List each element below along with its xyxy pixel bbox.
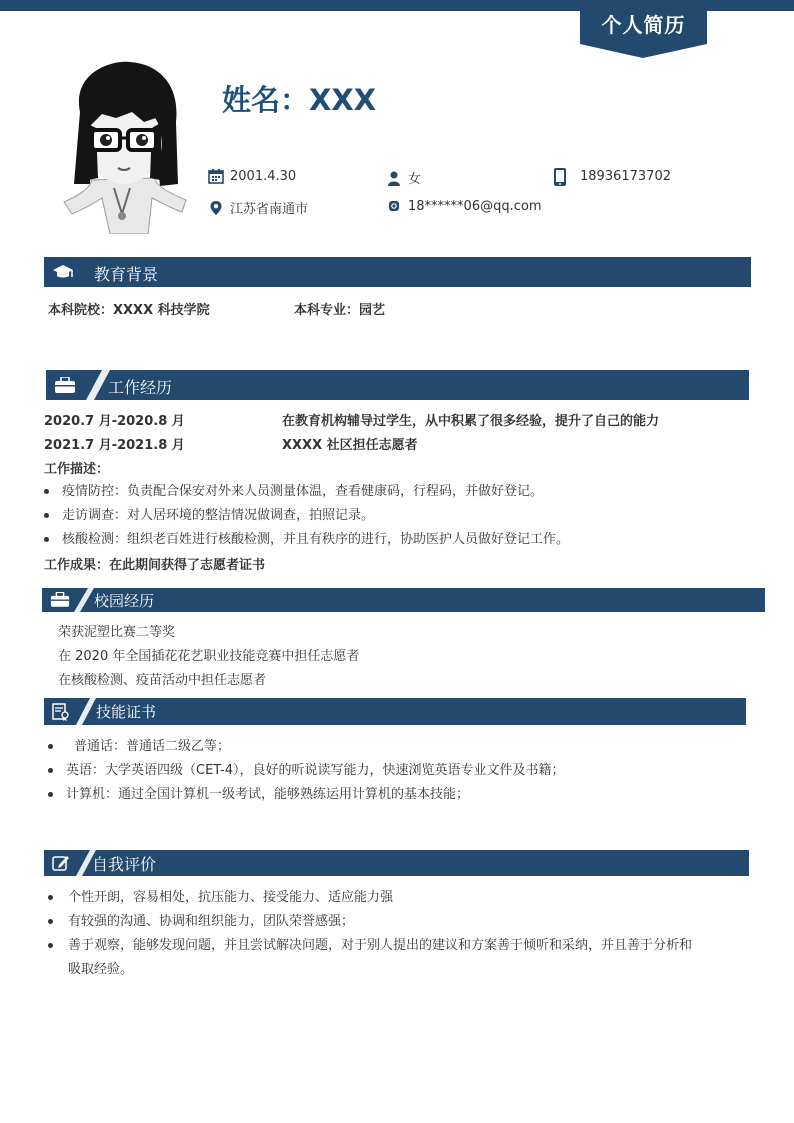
campus-item-2: 在 2020 年全国插花花艺职业技能竞赛中担任志愿者 (58, 649, 360, 664)
mobile-phone-icon (552, 168, 568, 184)
person-icon (386, 170, 402, 186)
self-item-3: 善于观察，能够发现问题，并且尝试解决问题，对于别人提出的建议和方案善于倾听和采纳，并且善于分析和 (68, 938, 693, 953)
birth-date: 2001.4.30 (230, 168, 297, 184)
email-value: 18******06@qq.com (408, 198, 542, 214)
calendar-icon (208, 168, 224, 184)
location-value: 江苏省南通市 (230, 202, 309, 217)
work-desc-2: XXXX 社区担任志愿者 (282, 438, 418, 453)
section-title: 校园经历 (94, 592, 155, 610)
skill-item-2: 英语：大学英语四级（CET-4），良好的听说读写能力，快速浏览英语专业文件及书籍； (66, 763, 565, 778)
skill-item-1: 普通话：普通话二级乙等； (74, 739, 231, 754)
work-date-1: 2020.7 月-2020.8 月 (44, 414, 185, 429)
bullet (48, 943, 53, 948)
section-campus (42, 588, 765, 612)
major-name: 本科专业：园艺 (294, 303, 386, 318)
bullet (48, 768, 53, 773)
work-desc-label: 工作描述： (44, 462, 110, 477)
bullet (48, 895, 53, 900)
school-name: 本科院校：XXXX 科技学院 (48, 303, 210, 318)
bullet (48, 792, 53, 797)
work-date-2: 2021.7 月-2021.8 月 (44, 438, 185, 453)
work-result: 工作成果：在此期间获得了志愿者证书 (44, 558, 266, 573)
section-title: 工作经历 (108, 378, 173, 397)
edit-pencil-icon (52, 854, 70, 876)
candidate-name: 姓名：XXX (222, 83, 377, 117)
resume-title: 个人简历 (601, 13, 686, 37)
bullet (44, 513, 49, 518)
briefcase-icon (50, 592, 70, 611)
skill-item-3: 计算机：通过全国计算机一级考试，能够熟练运用计算机的基本技能； (66, 787, 470, 802)
section-education (44, 257, 751, 287)
self-item-3-continued: 吸取经验。 (68, 962, 134, 977)
section-title: 技能证书 (96, 703, 157, 721)
phone-info (552, 168, 671, 184)
work-item-1: 疫情防控：负责配合保安对外来人员测量体温，查看健康码，行程码，并做好登记。 (62, 484, 544, 499)
section-skills (44, 698, 746, 725)
profile-avatar (52, 52, 196, 234)
section-self-evaluation (44, 850, 749, 876)
campus-item-1: 荣获泥塑比赛二等奖 (58, 625, 176, 640)
work-desc-1: 在教育机构辅导过学生，从中积累了很多经验，提升了自己的能力 (282, 414, 660, 429)
gender-info (386, 168, 421, 187)
bullet (48, 744, 53, 749)
self-item-2: 有较强的沟通、协调和组织能力，团队荣誉感强； (68, 914, 355, 929)
section-title: 自我评价 (92, 855, 157, 874)
email-icon (386, 198, 402, 214)
campus-item-3: 在核酸检测、疫苗活动中担任志愿者 (58, 673, 267, 688)
phone-number: 18936173702 (580, 168, 671, 184)
graduation-cap-icon (52, 263, 74, 285)
work-item-3: 核酸检测：组织老百姓进行核酸检测，并且有秩序的进行，协助医护人员做好登记工作。 (62, 532, 570, 547)
bullet (48, 919, 53, 924)
certificate-icon (52, 703, 70, 725)
section-work (46, 370, 749, 400)
location-info (208, 198, 308, 217)
briefcase-icon (54, 377, 76, 397)
work-item-2: 走访调查：对人居环境的整洁情况做调查，拍照记录。 (62, 508, 375, 523)
bullet (44, 489, 49, 494)
section-title: 教育背景 (94, 265, 159, 284)
bullet (44, 537, 49, 542)
gender-value: 女 (408, 172, 422, 187)
self-item-1: 个性开朗，容易相处，抗压能力、接受能力、适应能力强 (68, 890, 394, 905)
email-info (386, 198, 542, 214)
header-ribbon (580, 0, 707, 58)
location-pin-icon (208, 200, 224, 216)
birth-info (208, 168, 296, 184)
